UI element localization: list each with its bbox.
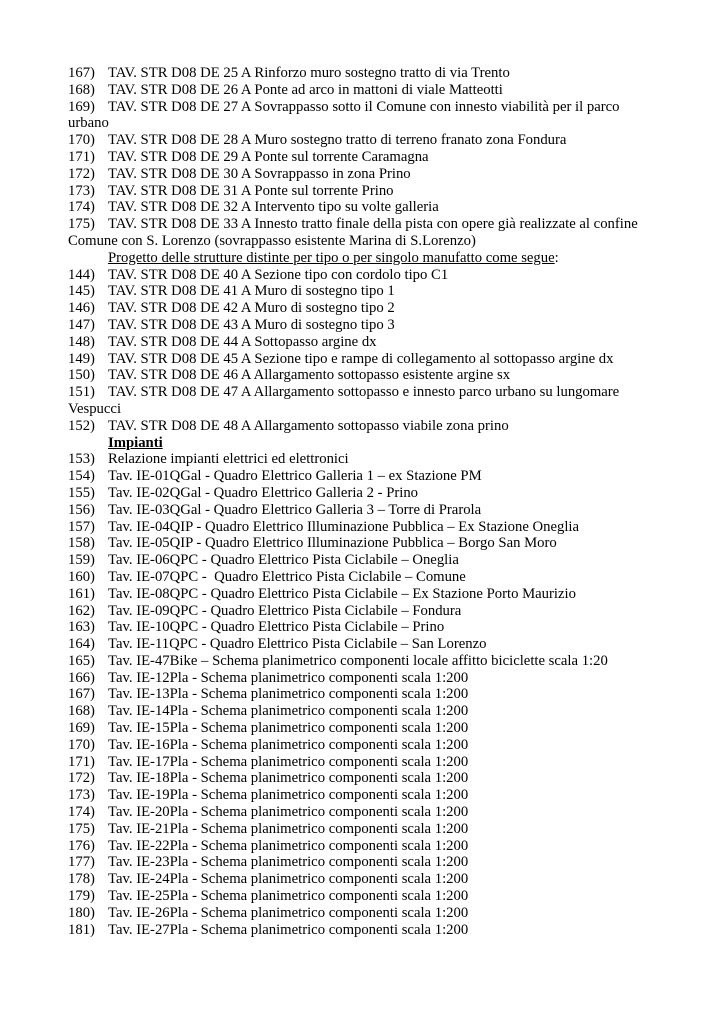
list-item xyxy=(68,367,656,384)
list-item xyxy=(68,922,656,939)
item-number: 168) xyxy=(68,81,95,98)
list-item xyxy=(68,653,656,670)
item-number: 175) xyxy=(68,216,95,233)
list-item xyxy=(68,686,656,703)
item-number: 179) xyxy=(68,888,95,905)
item-number: 157) xyxy=(68,518,95,535)
item-text: Tav. IE-09QPC - Quadro Elettrico Pista Ciclabile – Fondura xyxy=(108,602,462,619)
item-text: Tav. IE-47Bike – Schema planimetrico componenti locale affitto biciclette scala 1:20 xyxy=(108,652,608,669)
item-text: Tav. IE-06QPC - Quadro Elettrico Pista Ciclabile – Oneglia xyxy=(108,552,459,569)
list-item xyxy=(68,619,656,636)
item-text: TAV. STR D08 DE 32 A Intervento tipo su volte galleria xyxy=(108,199,439,216)
item-number: 148) xyxy=(68,333,95,350)
item-text: Tav. IE-12Pla - Schema planimetrico componenti scala 1:200 xyxy=(108,669,469,686)
item-text: TAV. STR D08 DE 31 A Ponte sul torrente Prino xyxy=(108,182,394,199)
list-item xyxy=(68,502,656,519)
item-text: Tav. IE-20Pla - Schema planimetrico componenti scala 1:200 xyxy=(108,804,469,821)
list-item xyxy=(68,384,656,418)
item-number: 167) xyxy=(68,65,95,81)
item-number: 181) xyxy=(68,921,95,938)
list-item xyxy=(68,99,656,133)
list-item xyxy=(68,703,656,720)
item-number: 151) xyxy=(68,384,95,401)
item-number: 146) xyxy=(68,300,95,317)
list-item xyxy=(68,552,656,569)
list-item xyxy=(68,535,656,552)
item-number: 177) xyxy=(68,854,95,871)
item-number: 162) xyxy=(68,602,95,619)
item-text: Tav. IE-05QIP - Quadro Elettrico Illuminazione Pubblica – Borgo San Moro xyxy=(108,535,557,552)
item-number: 174) xyxy=(68,804,95,821)
list-item xyxy=(68,737,656,754)
list-item xyxy=(68,468,656,485)
item-text: Tav. IE-04QIP - Quadro Elettrico Illuminazione Pubblica – Ex Stazione Oneglia xyxy=(108,518,580,535)
section-heading xyxy=(68,250,656,267)
list-item xyxy=(68,754,656,771)
item-text: Tav. IE-13Pla - Schema planimetrico componenti scala 1:200 xyxy=(108,686,469,703)
item-number: 165) xyxy=(68,652,95,669)
item-text: Tav. IE-11QPC - Quadro Elettrico Pista Ciclabile – San Lorenzo xyxy=(108,636,487,653)
item-text: Tav. IE-16Pla - Schema planimetrico componenti scala 1:200 xyxy=(108,736,469,753)
list-item xyxy=(68,670,656,687)
item-number: 152) xyxy=(68,417,95,434)
item-text: Tav. IE-08QPC - Quadro Elettrico Pista Ciclabile – Ex Stazione Porto Maurizio xyxy=(108,585,576,602)
list-item xyxy=(68,65,656,82)
item-text: Tav. IE-25Pla - Schema planimetrico componenti scala 1:200 xyxy=(108,888,469,905)
item-text: Tav. IE-24Pla - Schema planimetrico componenti scala 1:200 xyxy=(108,871,469,888)
item-text: TAV. STR D08 DE 44 A Sottopasso argine dx xyxy=(108,333,377,350)
item-text: TAV. STR D08 DE 27 A Sovrappasso sotto il Comune con innesto viabilità per il parco urbano xyxy=(68,98,624,132)
item-text: Tav. IE-17Pla - Schema planimetrico componenti scala 1:200 xyxy=(108,753,469,770)
item-number: 156) xyxy=(68,501,95,518)
item-number: 163) xyxy=(68,619,95,636)
list-item xyxy=(68,603,656,620)
item-text: TAV. STR D08 DE 48 A Allargamento sottopasso viabile zona prino xyxy=(108,417,509,434)
list-item xyxy=(68,82,656,99)
list-item xyxy=(68,451,656,468)
item-text: TAV. STR D08 DE 25 A Rinforzo muro sostegno tratto di via Trento xyxy=(108,65,510,81)
item-number: 164) xyxy=(68,636,95,653)
list-item xyxy=(68,132,656,149)
list-item xyxy=(68,569,656,586)
item-text: Tav. IE-14Pla - Schema planimetrico componenti scala 1:200 xyxy=(108,703,469,720)
list-item xyxy=(68,770,656,787)
item-number: 171) xyxy=(68,753,95,770)
item-text: TAV. STR D08 DE 33 A Innesto tratto finale della pista con opere già realizzate al confine Comune con S. Lorenzo (sovrappasso esistente Marina di S.Lorenzo) xyxy=(68,216,642,249)
item-number: 155) xyxy=(68,484,95,501)
item-number: 161) xyxy=(68,585,95,602)
item-number: 174) xyxy=(68,199,95,216)
item-text: Tav. IE-10QPC - Quadro Elettrico Pista Ciclabile – Prino xyxy=(108,619,445,636)
item-number: 168) xyxy=(68,703,95,720)
item-text: Tav. IE-27Pla - Schema planimetrico componenti scala 1:200 xyxy=(108,921,469,938)
list-item xyxy=(68,317,656,334)
list-item xyxy=(68,418,656,435)
item-text: Tav. IE-15Pla - Schema planimetrico componenti scala 1:200 xyxy=(108,720,469,737)
item-number: 147) xyxy=(68,316,95,333)
list-item xyxy=(68,905,656,922)
item-number: 150) xyxy=(68,367,95,384)
list-item xyxy=(68,636,656,653)
item-number: 169) xyxy=(68,98,95,115)
item-text: TAV. STR D08 DE 47 A Allargamento sottopasso e innesto parco urbano su lungomare Vespucci xyxy=(68,384,623,417)
list-item xyxy=(68,485,656,502)
item-text: TAV. STR D08 DE 43 A Muro di sostegno tipo 3 xyxy=(108,316,395,333)
item-number: 176) xyxy=(68,837,95,854)
list-item xyxy=(68,183,656,200)
item-text: Tav. IE-21Pla - Schema planimetrico componenti scala 1:200 xyxy=(108,820,469,837)
item-number: 173) xyxy=(68,182,95,199)
item-text: Tav. IE-19Pla - Schema planimetrico componenti scala 1:200 xyxy=(108,787,469,804)
item-number: 170) xyxy=(68,736,95,753)
item-number: 175) xyxy=(68,820,95,837)
item-number: 170) xyxy=(68,132,95,149)
item-number: 160) xyxy=(68,568,95,585)
item-text: Tav. IE-22Pla - Schema planimetrico componenti scala 1:200 xyxy=(108,837,469,854)
item-number: 145) xyxy=(68,283,95,300)
section-heading-suffix: : xyxy=(554,249,559,266)
item-text: TAV. STR D08 DE 30 A Sovrappasso in zona Prino xyxy=(108,165,411,182)
item-text: Tav. IE-18Pla - Schema planimetrico componenti scala 1:200 xyxy=(108,770,469,787)
item-text: Tav. IE-26Pla - Schema planimetrico componenti scala 1:200 xyxy=(108,904,469,921)
item-number: 149) xyxy=(68,350,95,367)
list-item xyxy=(68,283,656,300)
list-item xyxy=(68,166,656,183)
list-item xyxy=(68,334,656,351)
list-item xyxy=(68,216,656,250)
item-number: 171) xyxy=(68,148,95,165)
item-number: 153) xyxy=(68,451,95,468)
item-text: TAV. STR D08 DE 41 A Muro di sostegno tipo 1 xyxy=(108,283,395,300)
list-item xyxy=(68,519,656,536)
item-number: 144) xyxy=(68,266,95,283)
item-text: TAV. STR D08 DE 45 A Sezione tipo e rampe di collegamento al sottopasso argine dx xyxy=(108,350,614,367)
item-text: Tav. IE-03QGal - Quadro Elettrico Galleria 3 – Torre di Prarola xyxy=(108,501,482,518)
item-number: 169) xyxy=(68,720,95,737)
section-heading-text: Progetto delle strutture distinte per tipo o per singolo manufatto come segue xyxy=(108,249,555,266)
item-text: Relazione impianti elettrici ed elettronici xyxy=(108,451,349,468)
item-text: TAV. STR D08 DE 26 A Ponte ad arco in mattoni di viale Matteotti xyxy=(108,81,503,98)
list-item xyxy=(68,351,656,368)
list-item xyxy=(68,854,656,871)
item-text: Tav. IE-01QGal - Quadro Elettrico Galleria 1 – ex Stazione PM xyxy=(108,468,482,485)
list-item xyxy=(68,888,656,905)
item-number: 158) xyxy=(68,535,95,552)
list-item xyxy=(68,149,656,166)
list-item xyxy=(68,720,656,737)
list-item xyxy=(68,787,656,804)
item-number: 154) xyxy=(68,468,95,485)
item-text: Tav. IE-23Pla - Schema planimetrico componenti scala 1:200 xyxy=(108,854,469,871)
list-item xyxy=(68,199,656,216)
section-heading-text: Impianti xyxy=(108,434,163,451)
list-item xyxy=(68,804,656,821)
item-number: 167) xyxy=(68,686,95,703)
item-text: Tav. IE-02QGal - Quadro Elettrico Galleria 2 - Prino xyxy=(108,484,419,501)
list-item xyxy=(68,871,656,888)
item-text: TAV. STR D08 DE 28 A Muro sostegno tratto di terreno franato zona Fondura xyxy=(108,132,567,149)
item-number: 172) xyxy=(68,165,95,182)
item-number: 180) xyxy=(68,904,95,921)
list-item xyxy=(68,821,656,838)
item-number: 159) xyxy=(68,552,95,569)
item-number: 166) xyxy=(68,669,95,686)
item-number: 173) xyxy=(68,787,95,804)
item-number: 172) xyxy=(68,770,95,787)
section-heading xyxy=(68,435,656,452)
item-text: TAV. STR D08 DE 40 A Sezione tipo con cordolo tipo C1 xyxy=(108,266,449,283)
item-text: TAV. STR D08 DE 29 A Ponte sul torrente Caramagna xyxy=(108,148,429,165)
list-item xyxy=(68,586,656,603)
item-text: TAV. STR D08 DE 42 A Muro di sostegno tipo 2 xyxy=(108,300,395,317)
list-item xyxy=(68,267,656,284)
item-number: 178) xyxy=(68,871,95,888)
item-text: Tav. IE-07QPC - Quadro Elettrico Pista Ciclabile – Comune xyxy=(108,568,466,585)
list-item xyxy=(68,300,656,317)
item-text: TAV. STR D08 DE 46 A Allargamento sottopasso esistente argine sx xyxy=(108,367,511,384)
list-item xyxy=(68,838,656,855)
document-body xyxy=(68,65,656,938)
